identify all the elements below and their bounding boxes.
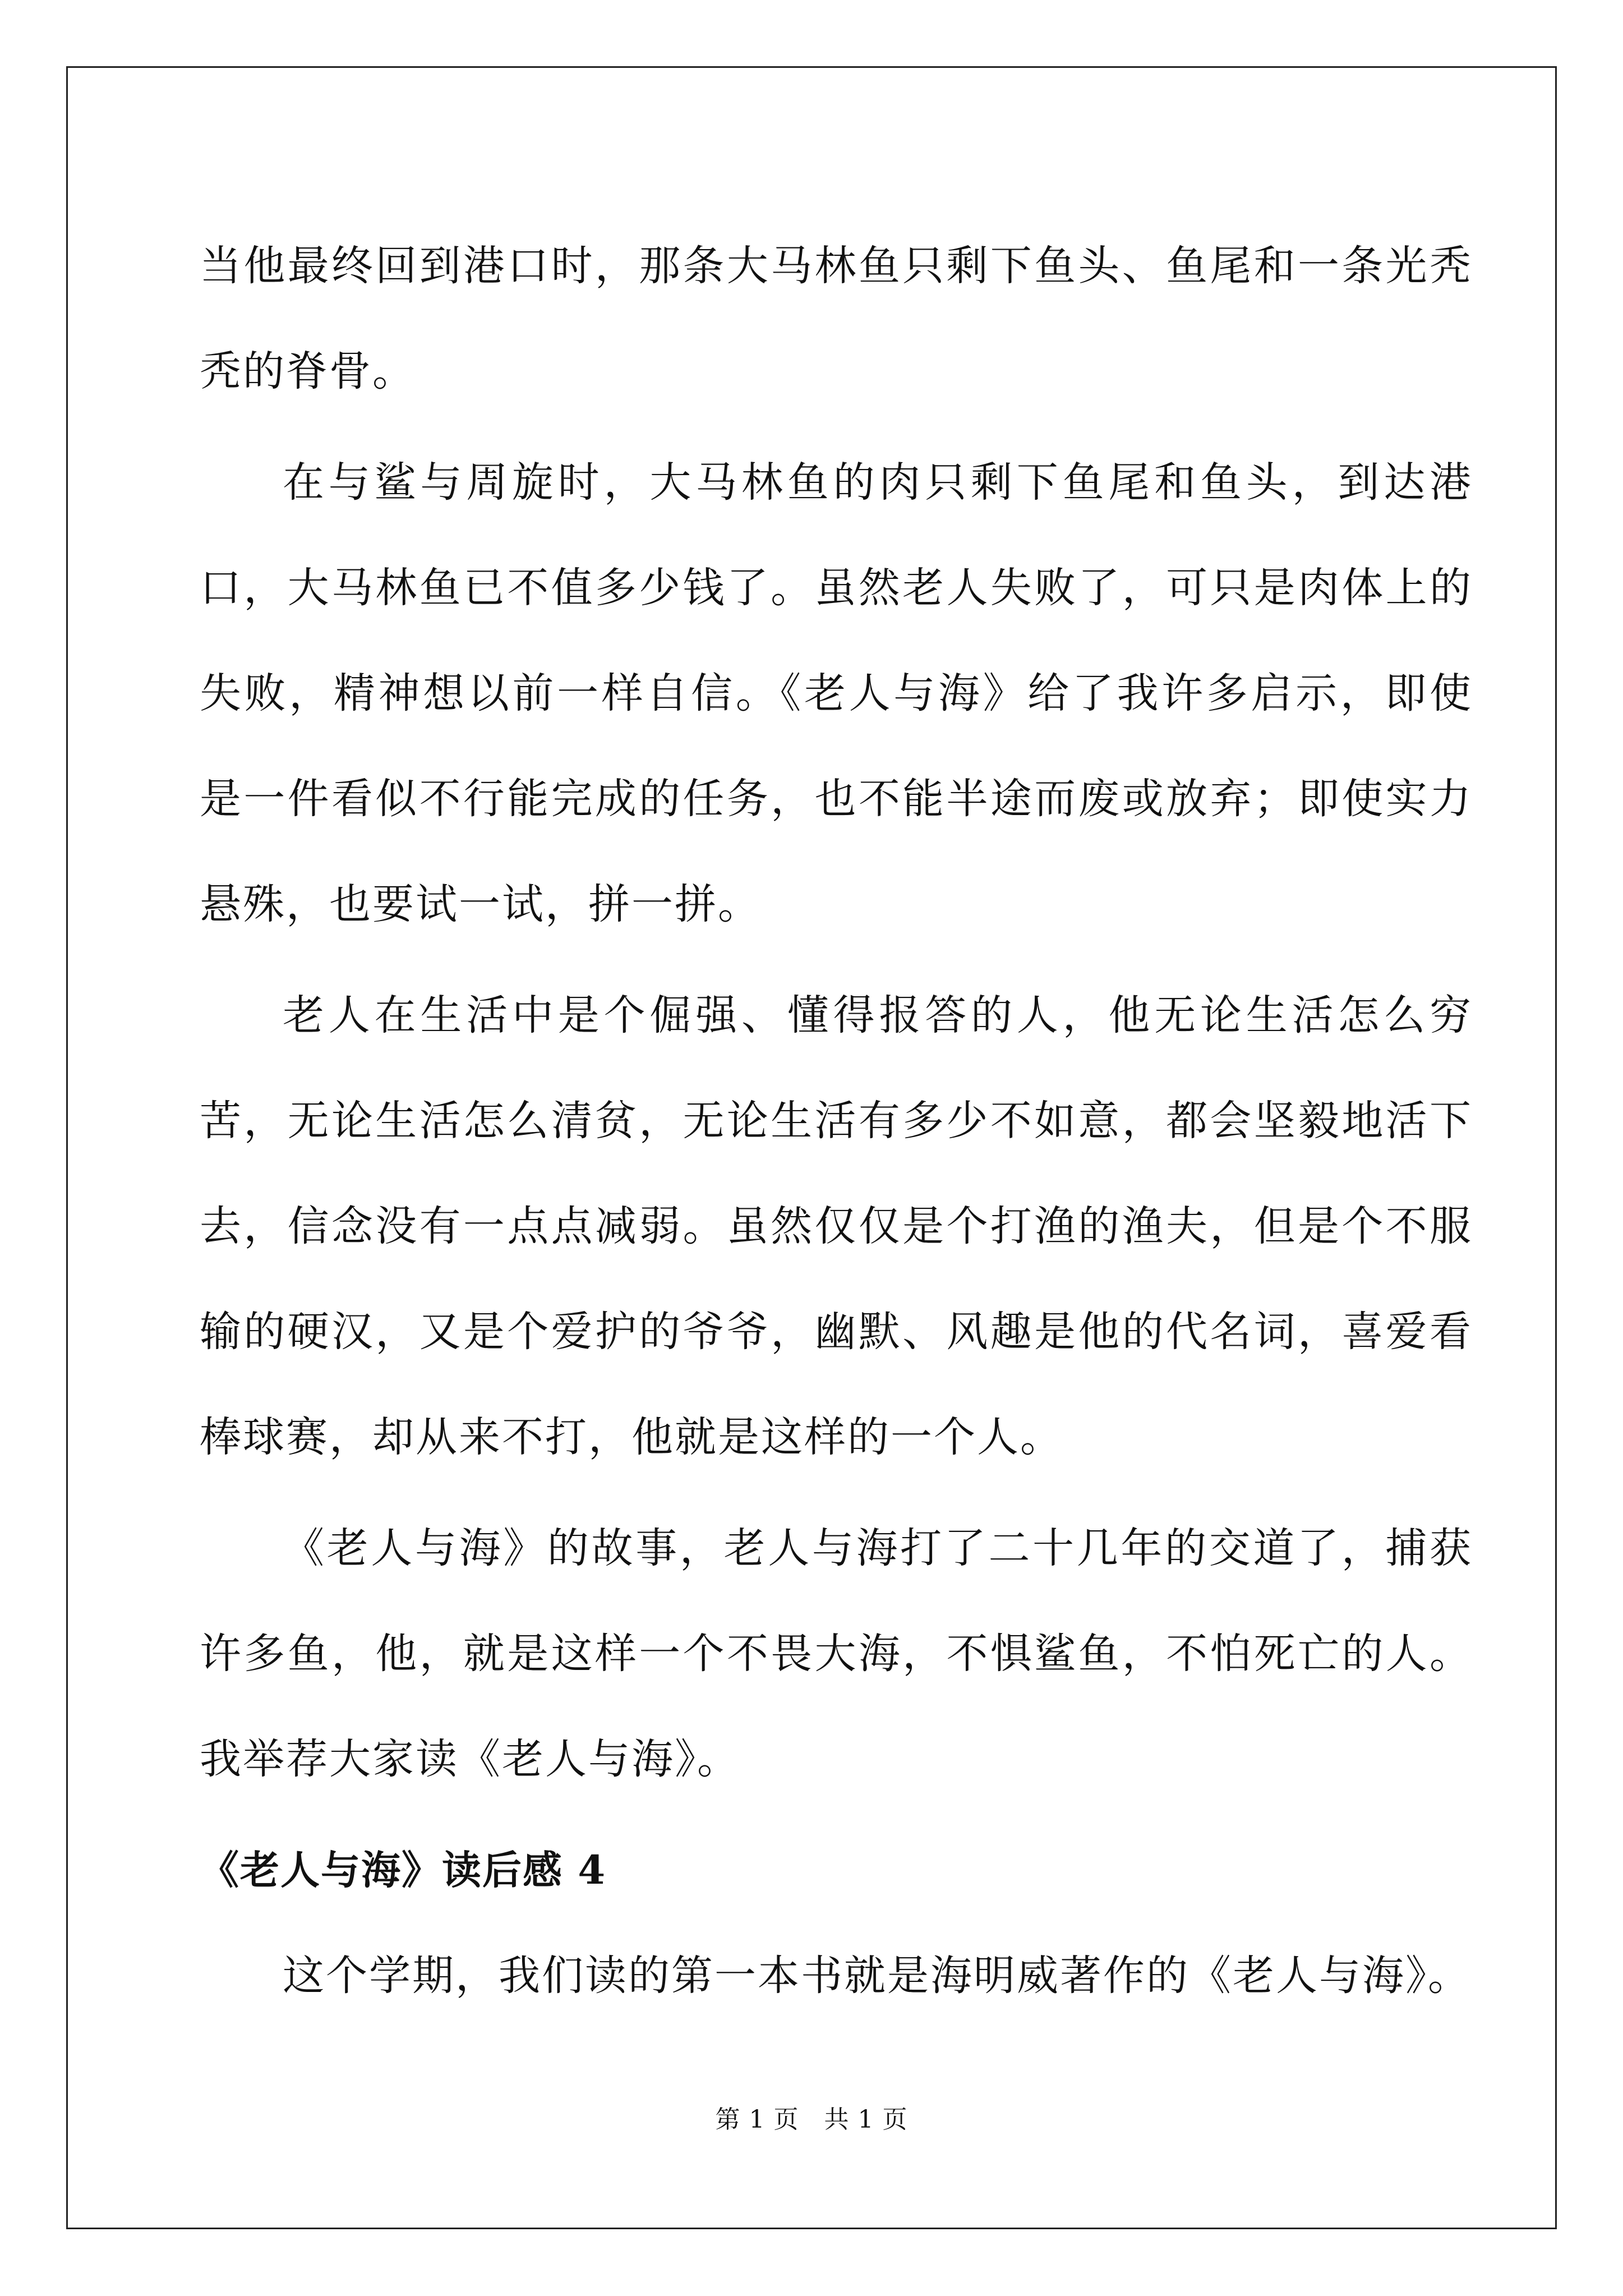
paragraph-1: 当他最终回到港口时，那条大马林鱼只剩下鱼头、鱼尾和一条光秃秃的脊骨。 bbox=[200, 242, 1473, 395]
page-footer: 第 1 页 共 1 页 bbox=[715, 2105, 908, 2134]
paragraph-4: 《老人与海》的故事，老人与海打了二十几年的交道了，捕获许多鱼，他，就是这样一个不畏大海，不惧鲨鱼，不怕死亡的人。我举荐大家读《老人与海》。 bbox=[200, 1524, 1473, 1783]
paragraph-3: 老人在生活中是个倔强、懂得报答的人，他无论生活怎么穷苦，无论生活怎么清贫，无论生活有多少不如意，都会坚毅地活下去，信念没有一点点减弱。虽然仅仅是个打渔的渔夫，但是个不服输的硬汉，又是个爱护的爷爷，幽默、风趣是他的代名词，喜爱看棒球赛，却从来不打，他就是这样的一个人。 bbox=[200, 991, 1473, 1461]
paragraph-2: 在与鲨与周旋时，大马林鱼的肉只剩下鱼尾和鱼头，到达港口，大马林鱼已不值多少钱了。虽然老人失败了，可只是肉体上的失败，精神想以前一样自信。《老人与海》给了我许多启示，即使是一件看似不行能完成的任务，也不能半途而废或放弃；即使实力悬殊，也要试一试，拼一拼。 bbox=[200, 458, 1473, 928]
paragraph-5: 这个学期，我们读的第一本书就是海明威著作的《老人与海》。 bbox=[283, 1952, 1471, 2000]
document-body bbox=[200, 213, 1473, 2034]
section-title: 《老人与海》读后感 4 bbox=[200, 1847, 607, 1893]
